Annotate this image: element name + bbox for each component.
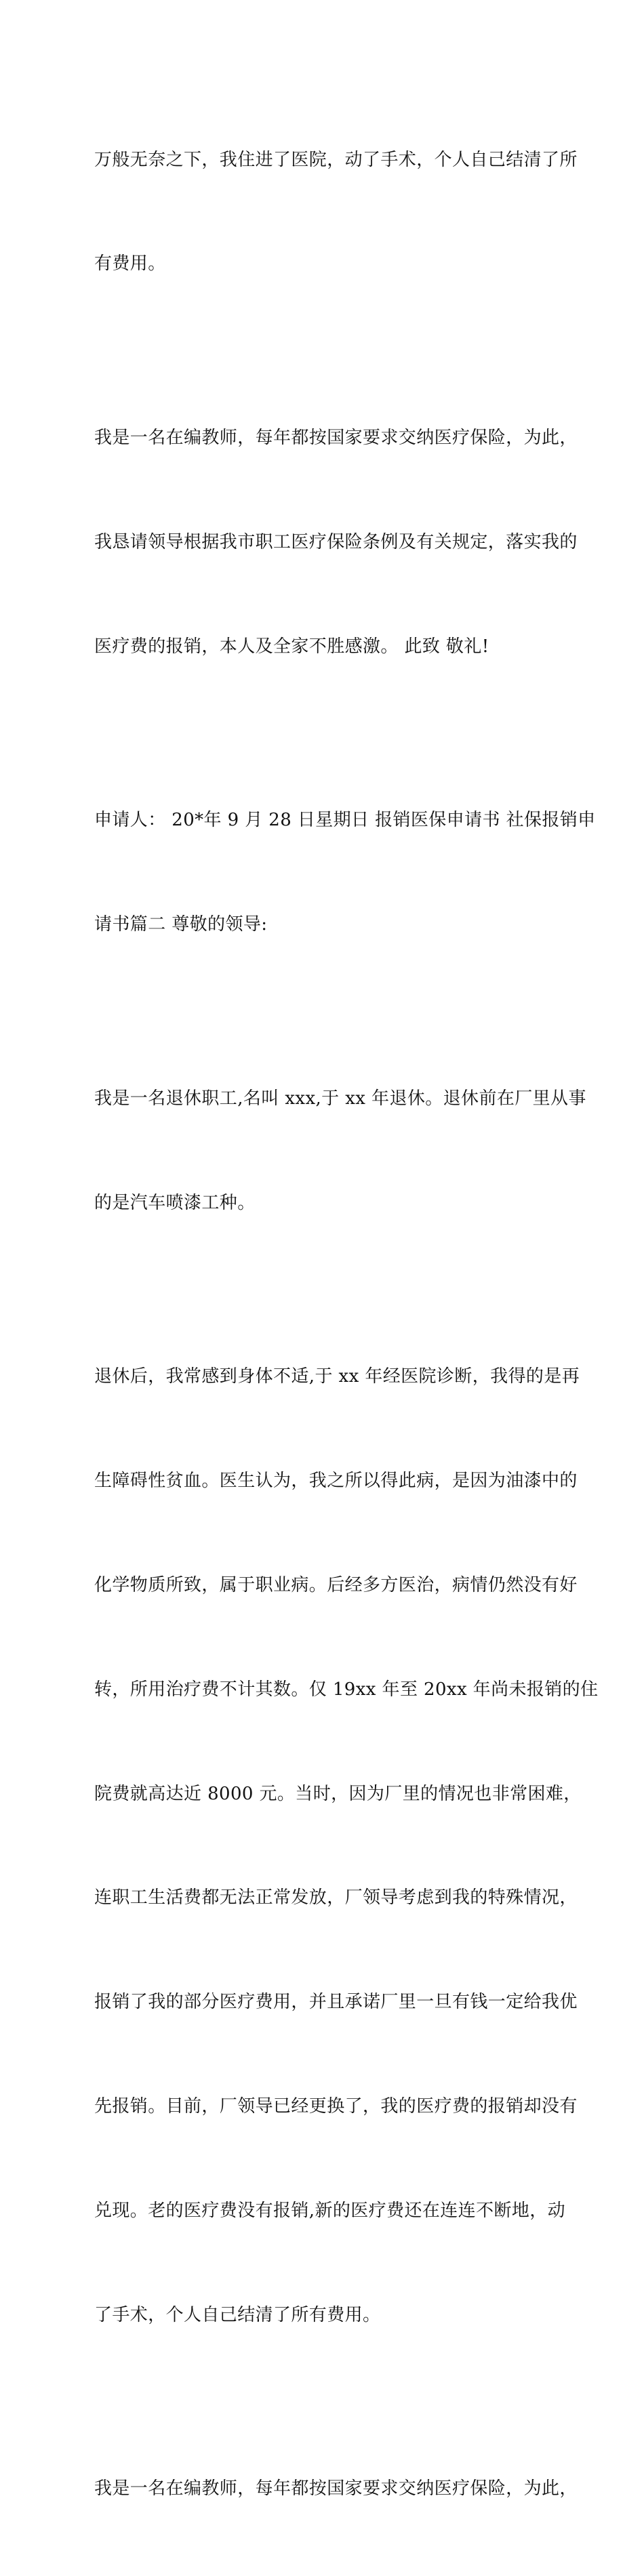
text-line: 报销了我的部分医疗费用，并且承诺厂里一旦有钱一定给我优 (94, 1992, 578, 2013)
text-line: 退休后，我常感到身体不适,于 xx 年经医院诊断，我得的是再 (94, 1366, 580, 1387)
text-line: 我是一名退休职工,名叫 xxx,于 xx 年退休。退休前在厂里从事 (94, 1088, 586, 1109)
paragraph-2 (94, 351, 578, 733)
text-line: 我是一名在编教师，每年都按国家要求交纳医疗保险，为此， (94, 427, 578, 448)
text-line: 我是一名在编教师，每年都按国家要求交纳医疗保险，为此， (94, 2478, 578, 2499)
text-line: 先报销。目前，厂领导已经更换了，我的医疗费的报销却没有 (94, 2096, 578, 2117)
text-line: 了手术，个人自己结清了所有费用。 (94, 2305, 381, 2325)
paragraph-4 (94, 1012, 586, 1290)
text-line: 转，所用治疗费不计其数。仅 19xx 年至 20xx 年尚未报销的住 (94, 1679, 599, 1700)
text-line: 生障碍性贫血。医生认为，我之所以得此病，是因为油漆中的 (94, 1470, 578, 1491)
text-line: 请书篇二 尊敬的领导: (94, 914, 268, 935)
text-line: 医疗费的报销，本人及全家不胜感激。 此致 敬礼! (94, 636, 489, 657)
paragraph-3 (94, 734, 596, 1012)
text-line: 的是汽车喷漆工种。 (94, 1192, 256, 1213)
paragraph-5 (94, 1290, 599, 2403)
text-line: 申请人： 20*年 9 月 28 日星期日 报销医保申请书 社保报销申 (94, 810, 596, 831)
paragraph-1 (94, 73, 578, 351)
text-line: 万般无奈之下，我住进了医院，动了手术，个人自己结清了所 (94, 149, 578, 170)
text-line: 有费用。 (94, 253, 166, 274)
text-line: 连职工生活费都无法正常发放，厂领导考虑到我的特殊情况， (94, 1887, 578, 1908)
text-line: 兑现。老的医疗费没有报销,新的医疗费还在连连不断地，动 (94, 2201, 566, 2222)
paragraph-6 (94, 2403, 578, 2576)
text-line: 化学物质所致，属于职业病。后经多方医治，病情仍然没有好 (94, 1574, 578, 1595)
text-line: 我恳请领导根据我市职工医疗保险条例及有关规定，落实我的 (94, 531, 578, 552)
text-line: 院费就高达近 8000 元。当时，因为厂里的情况也非常困难， (94, 1783, 582, 1804)
document-body (94, 73, 599, 2576)
